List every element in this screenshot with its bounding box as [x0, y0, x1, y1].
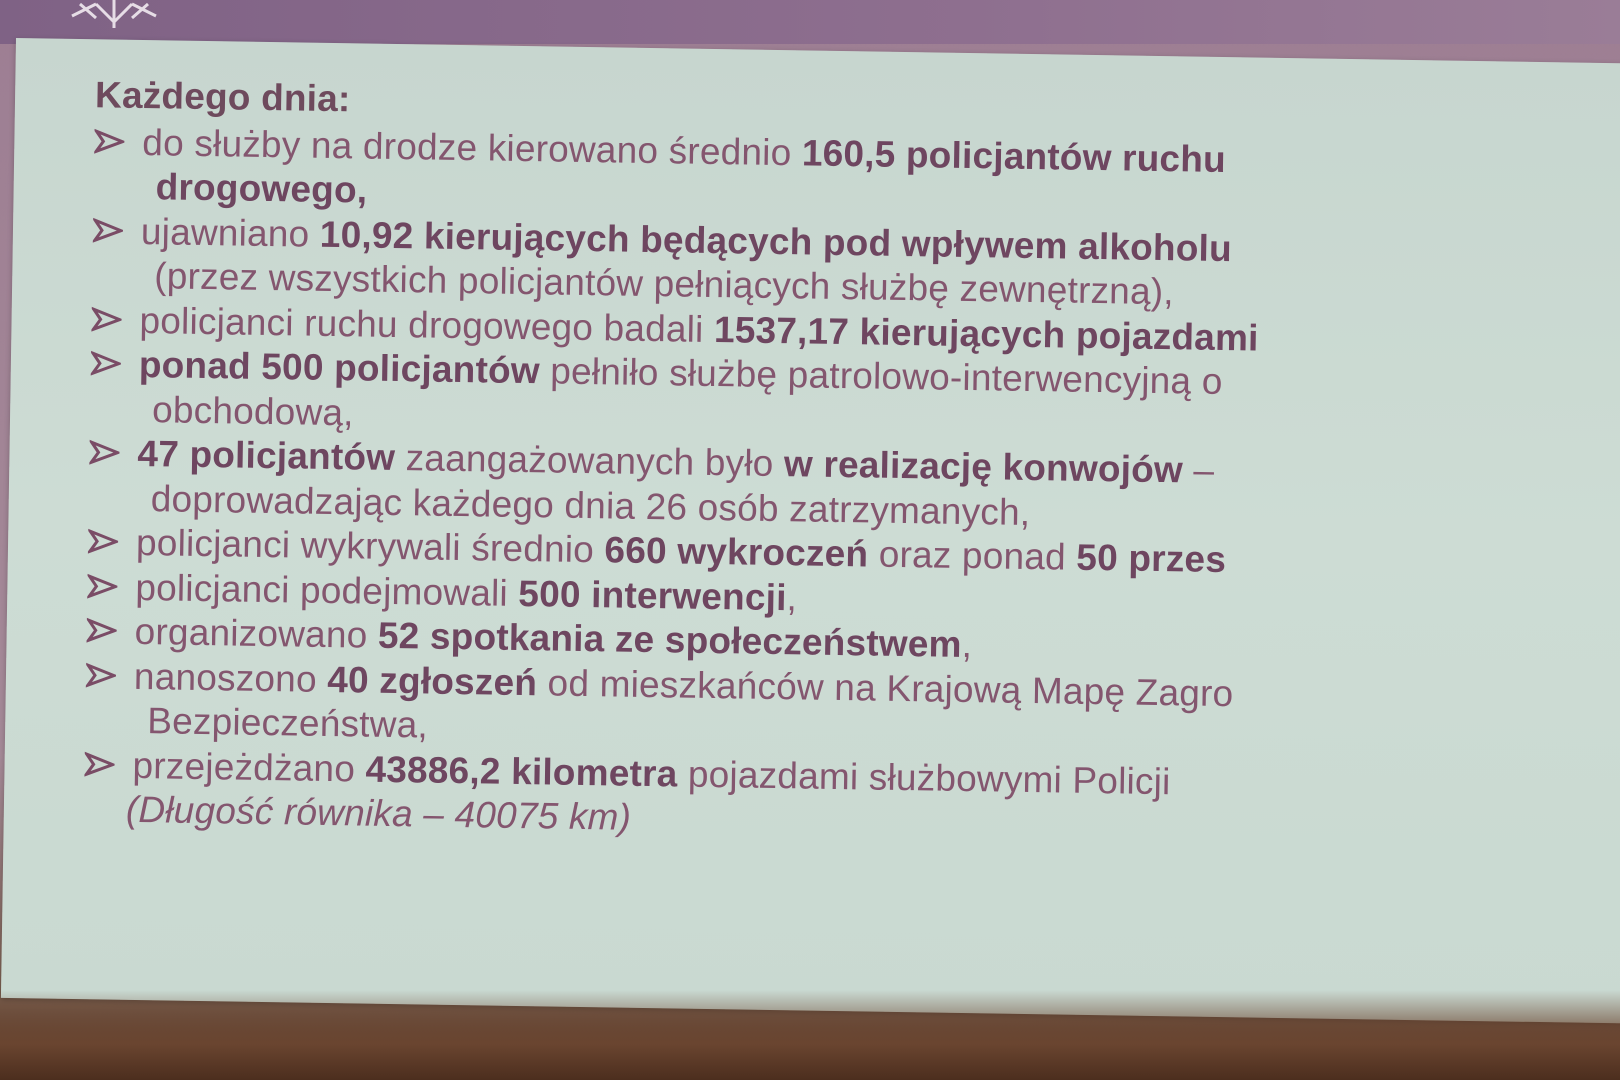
- item-text: zaangażowanych było: [394, 437, 785, 485]
- arrow-bullet-icon: [91, 306, 121, 332]
- item-bold: 660 wykroczeń: [604, 529, 869, 575]
- arrow-bullet-icon: [93, 217, 123, 243]
- item-bold: 1537,17 kierujących pojazdami: [713, 308, 1259, 359]
- item-continuation: obchodową,: [151, 388, 355, 433]
- slide-content: [84, 73, 1620, 856]
- item-continuation: drogowego,: [155, 166, 368, 211]
- item-text: organizowano: [134, 610, 379, 656]
- item-bold: 160,5 policjantów ruchu: [801, 131, 1227, 180]
- item-text: przejeżdżano: [132, 744, 366, 790]
- item-bold: 52 spotkania ze społeczeństwem: [377, 614, 963, 665]
- item-bold: 10,92 kierujących będących pod wpływem alkoholu: [319, 213, 1233, 269]
- item-continuation: doprowadzając każdego dnia 26 osób zatrzymanych,: [150, 477, 1031, 533]
- item-continuation: Bezpieczeństwa,: [146, 700, 429, 746]
- slide-heading: Każdego dnia:: [94, 74, 351, 120]
- item-text: policjanci podejmowali: [135, 566, 519, 614]
- item-bold: ponad 500 policjantów: [138, 343, 541, 392]
- arrow-bullet-icon: [84, 751, 114, 777]
- item-text: nanoszono: [133, 655, 328, 700]
- arrow-bullet-icon: [89, 439, 119, 465]
- item-text: ujawniano: [140, 210, 321, 255]
- item-text: policjanci wykrywali średnio: [135, 521, 605, 571]
- item-bold: 50 przes: [1076, 536, 1227, 581]
- item-text: policjanci ruchu drogowego badali: [139, 299, 715, 350]
- arrow-bullet-icon: [87, 573, 117, 599]
- item-bold: 40 zgłoszeń: [326, 658, 538, 703]
- item-text: ,: [786, 576, 798, 618]
- arrow-bullet-icon: [86, 662, 116, 688]
- item-text: pojazdami służbowymi Policji: [677, 752, 1171, 802]
- item-continuation: (przez wszystkich policjantów pełniących służbę zewnętrzną),: [153, 255, 1175, 313]
- arrow-bullet-icon: [91, 350, 121, 376]
- room-floor: [0, 990, 1620, 1080]
- item-text: pełniło służbę patrolowo-interwencyjną o: [539, 350, 1223, 402]
- item-text: do służby na drodze kierowano średnio: [142, 121, 803, 173]
- arrow-bullet-icon: [94, 128, 124, 154]
- item-bold: 47 policjantów: [137, 432, 396, 479]
- projected-slide: [1, 38, 1620, 1024]
- item-text: oraz ponad: [867, 533, 1077, 578]
- snowflake-logo-icon: [66, 0, 166, 30]
- item-text: ,: [961, 623, 973, 666]
- item-text: od mieszkańców na Krajową Mapę Zagro: [536, 661, 1234, 714]
- arrow-bullet-icon: [88, 528, 118, 554]
- slide-header-band: [0, 0, 1620, 44]
- item-bold: 43886,2 kilometra: [365, 748, 678, 794]
- item-note: (Długość równika – 40075 km): [125, 788, 632, 838]
- item-bold: w realizację konwojów: [783, 443, 1184, 491]
- arrow-bullet-icon: [87, 617, 117, 643]
- item-bold: 500 interwencji: [518, 572, 787, 618]
- item-text: –: [1182, 449, 1215, 491]
